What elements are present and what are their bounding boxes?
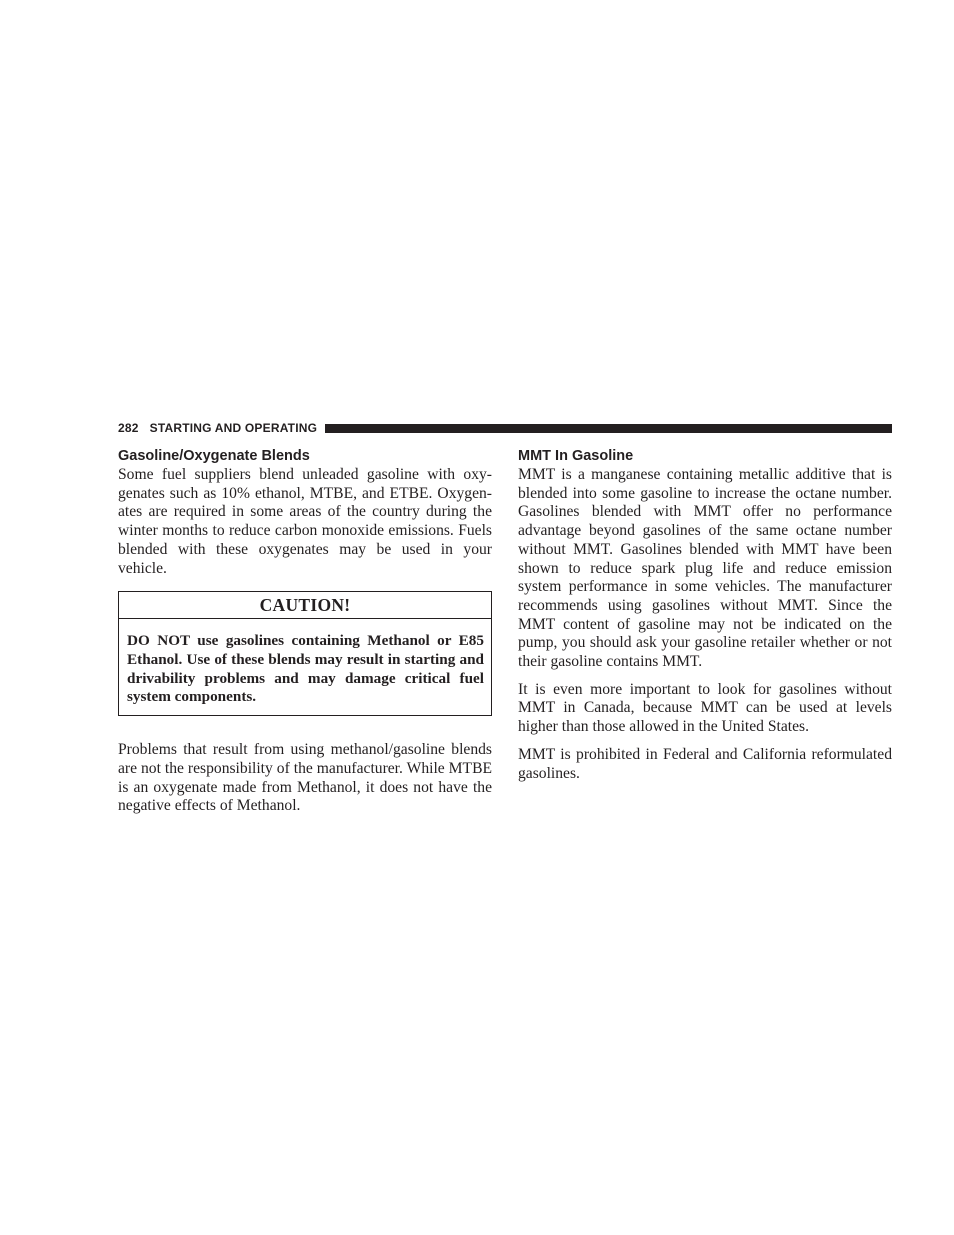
heading-mmt-in-gasoline: MMT In Gasoline bbox=[518, 448, 634, 464]
section-title: STARTING AND OPERATING bbox=[149, 421, 318, 435]
page-header bbox=[118, 419, 892, 437]
caution-title: CAUTION! bbox=[119, 592, 491, 619]
left-column bbox=[118, 447, 492, 816]
header-rule bbox=[325, 424, 892, 433]
caution-text: DO NOT use gasolines containing Methanol or E85 Ethanol. Use of these blends may result in starting and drivability problems and may damage critical fuel system components. bbox=[127, 631, 484, 706]
oxygenate-paragraph: Some fuel suppliers blend unleaded gasoline with oxygenates such as 10% ethanol, MTBE, and ETBE. Oxygenates are required in some areas of the country during the winter months to reduce carbon monoxide emissions. Fuels blended with these oxygenates may be used in your vehicle. bbox=[118, 466, 492, 577]
caution-box bbox=[118, 591, 492, 716]
methanol-paragraph: Problems that result from using methanol/gasoline blends are not the responsibility of the manufacturer. While MTBE is an oxygenate made from Methanol, it does not have the negative effects of Methanol. bbox=[118, 741, 492, 815]
mmt-canada-paragraph: It is even more important to look for gasolines without MMT in Canada, because MMT can be used at levels higher than those allowed in the United States. bbox=[518, 680, 892, 736]
mmt-prohibited-paragraph: MMT is prohibited in Federal and California reformulated gasolines. bbox=[518, 745, 892, 782]
mmt-paragraph: MMT is a manganese containing metallic additive that is blended into some gasoline to increase the octane number. Gasolines blended with MMT offer no performance advantage beyond gasolines of the same octane number without MMT. Gasolines blended with MMT have been shown to reduce spark plug life and reduce emission system performance in some vehicles. The manufacturer recommends using gasolines without MMT. Since the MMT content of gasoline may not be indicated on the pump, you should ask your gasoline retailer whether or not their gasoline contains MMT. bbox=[518, 466, 892, 671]
right-column bbox=[518, 447, 892, 783]
page-number: 282 bbox=[118, 421, 139, 435]
heading-oxygenate-blends: Gasoline/Oxygenate Blends bbox=[118, 448, 310, 464]
